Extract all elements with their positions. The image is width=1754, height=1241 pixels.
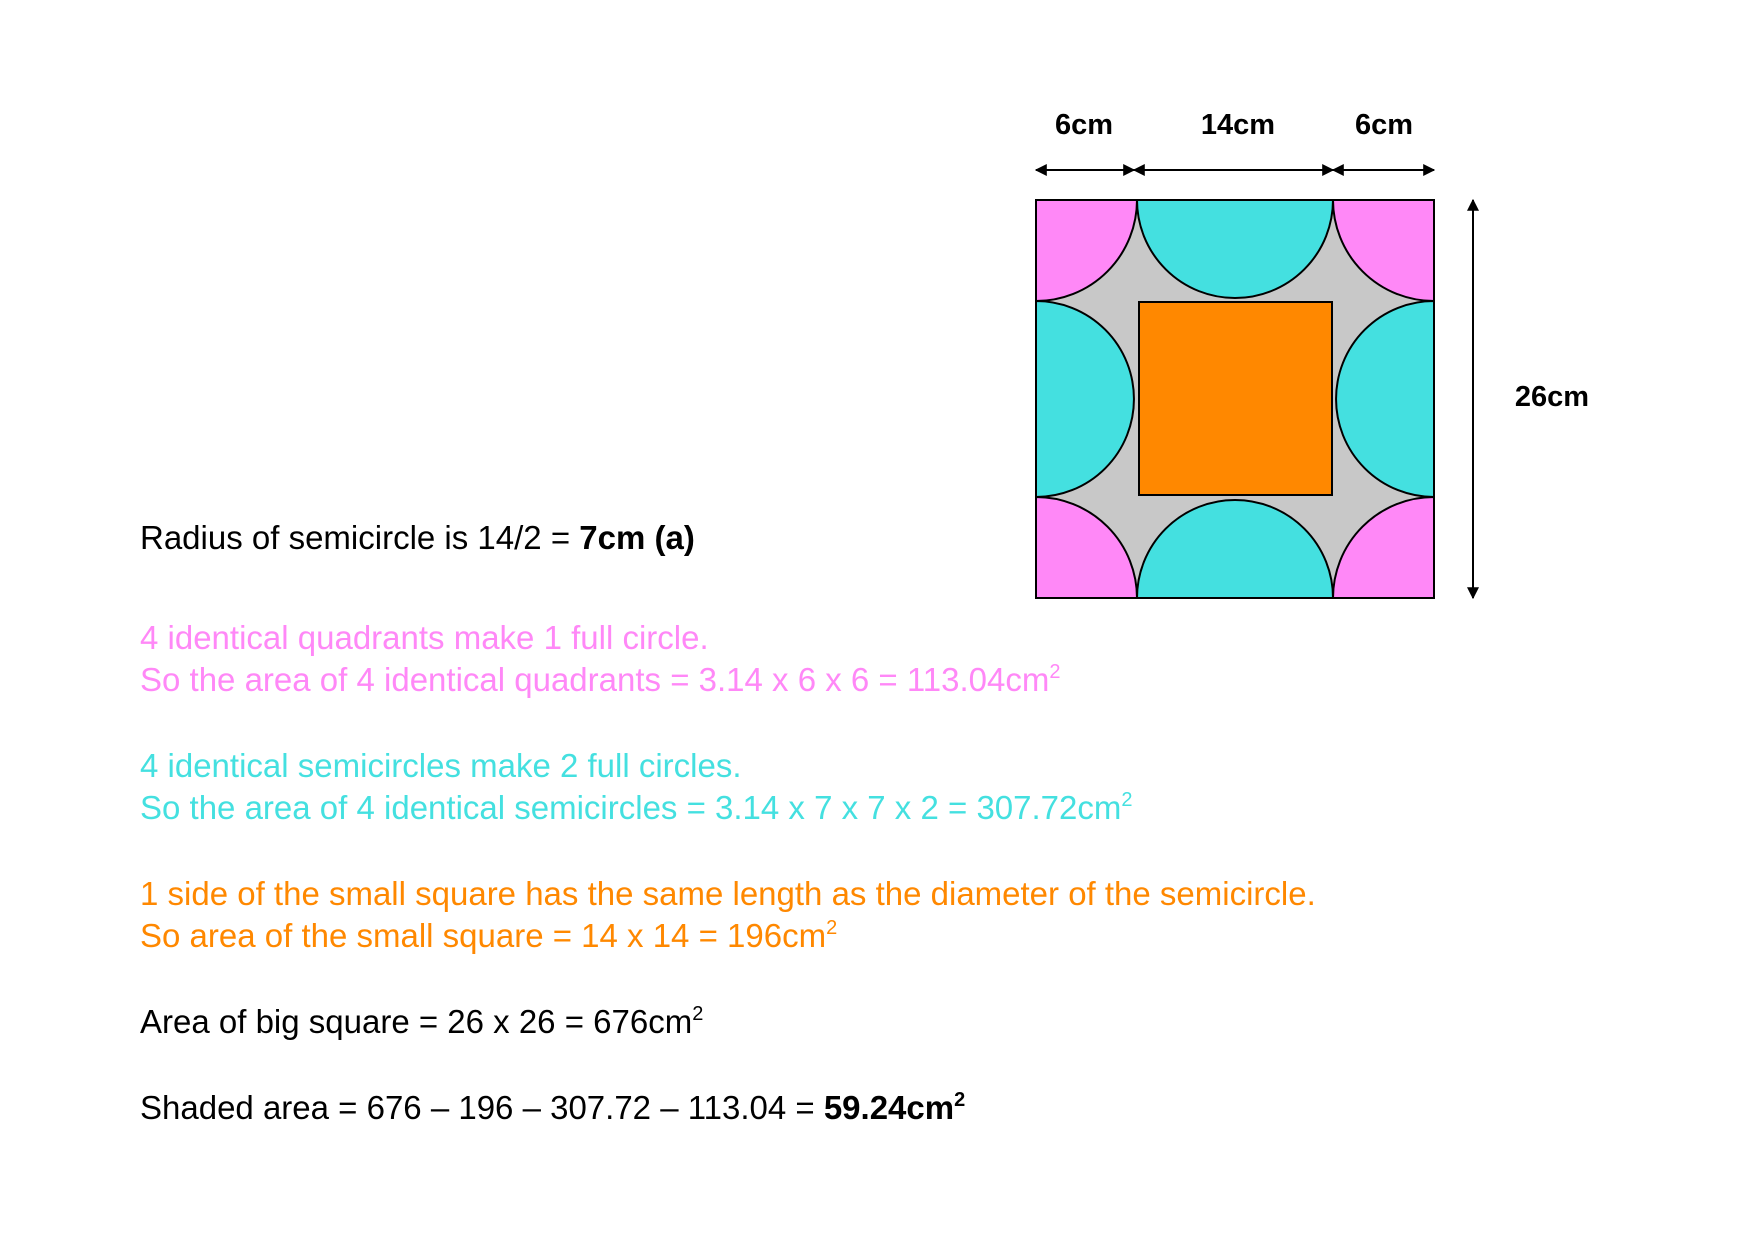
superscript: 2 (692, 1003, 704, 1025)
label-top-middle: 14cm (1200, 109, 1276, 141)
semicircles-line-1: 4 identical semicircles make 2 full circles. (140, 747, 742, 784)
label-top-right: 6cm (1354, 109, 1414, 141)
small-square (1139, 302, 1332, 495)
semicircles-line-2: So the area of 4 identical semicircles = 3.14 x 7 x 7 x $2 = 307.72cm^2$ (140, 789, 1133, 826)
small-square-line-1: 1 side of the small square has the same length as the diameter of the semicircle. (140, 875, 1316, 912)
quadrants-line-2: So the area of 4 identical quadrants = 3.14 x 6 x $6 = 113.04cm^2$ (140, 661, 1061, 698)
label-right-side: 26cm (1514, 381, 1590, 413)
label-top-left: 6cm (1054, 109, 1114, 141)
small-square-line-2: So area of the small square = 14 x $14 = 196cm^2$ (140, 917, 838, 954)
big-square-line: Area of big square = 26 x $26 = 676cm^2$ (140, 1003, 704, 1040)
quadrants-line-1: 4 identical quadrants make 1 full circle. (140, 619, 709, 656)
superscript: 2 (826, 917, 838, 939)
shaded-area-line: Shaded area = $676 - 196 - 307.72 - 113.04 = 59.24cm^2$ (140, 1089, 966, 1126)
shaded-area-answer: $59.24cm^2$ (823, 1089, 966, 1126)
radius-line: Radius of semicircle is 14/2 = 7cm (a) (140, 519, 695, 556)
superscript: 2 (1049, 661, 1061, 683)
superscript: 2 (954, 1089, 966, 1111)
superscript: 2 (1121, 789, 1133, 811)
radius-answer: 7cm (a) (579, 519, 695, 556)
